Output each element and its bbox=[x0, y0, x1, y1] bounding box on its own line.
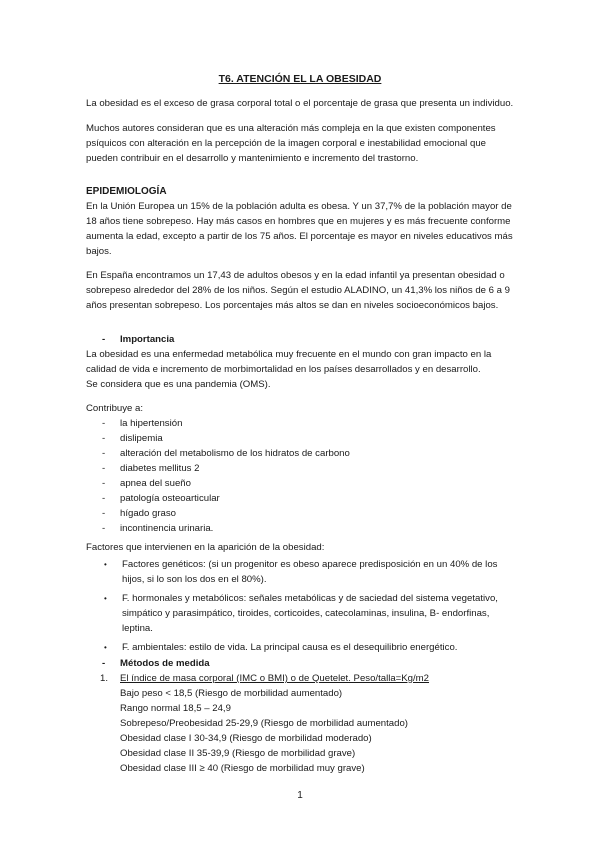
list-item bbox=[86, 491, 518, 506]
list-item bbox=[86, 521, 518, 536]
imc-range: Rango normal 18,5 – 24,9 bbox=[120, 703, 231, 714]
numbered-item bbox=[86, 671, 518, 686]
list-item bbox=[86, 416, 518, 431]
dash-marker: - bbox=[102, 433, 106, 444]
dash-marker: - bbox=[102, 418, 106, 429]
list-item-text: incontinencia urinaria. bbox=[120, 523, 214, 534]
item-number: 1. bbox=[100, 673, 109, 684]
dash-marker: - bbox=[102, 658, 106, 669]
intro-paragraph-2: Muchos autores consideran que es una alteración más compleja en la que existen componentes psíquicos con alteración en la percepción de la imagen corporal e inestabilidad emocional que pueden contribuir en el desarrollo y mantenimiento e incremento del trastorno. bbox=[86, 123, 496, 164]
importance-text-2: Se considera que es una pandemia (OMS). bbox=[86, 379, 271, 390]
list-item-text: dislipemia bbox=[120, 433, 163, 444]
bullet-marker: • bbox=[104, 594, 107, 603]
methods-heading-row bbox=[86, 656, 518, 671]
epidemiology-paragraph-2: En España encontramos un 17,43 de adultos obesos y en la edad infantil ya presentan obesidad o sobrepeso alrededor del 28% de los niños. Según el estudio ALADINO, un 41,3% los niños de 6 a 9 años presentan sobrepeso. Los porcentajes más altos se dan en niveles socioeconómicos bajos. bbox=[86, 270, 511, 311]
intro-paragraph-1: La obesidad es el exceso de grasa corporal total o el porcentaje de grasa que presenta un individuo. bbox=[86, 98, 514, 109]
importance-heading: Importancia bbox=[120, 334, 175, 345]
intro-section bbox=[86, 96, 518, 166]
imc-range: Obesidad clase II 35-39,9 (Riesgo de morbilidad grave) bbox=[120, 748, 356, 759]
importance-text: La obesidad es una enfermedad metabólica muy frecuente en el mundo con gran impacto en la calidad de vida e incremento de morbimortalidad en los países desarrollados y en desarrollo. bbox=[86, 349, 492, 375]
imc-ranges bbox=[86, 686, 518, 776]
contributes-label: Contribuye a: bbox=[86, 403, 144, 414]
imc-range: Obesidad clase III ≥ 40 (Riesgo de morbilidad muy grave) bbox=[120, 763, 365, 774]
list-item-text: patología osteoarticular bbox=[120, 493, 220, 504]
epidemiology-heading: EPIDEMIOLOGÍA bbox=[86, 186, 167, 197]
epidemiology-section bbox=[86, 184, 518, 313]
epidemiology-paragraph-1: En la Unión Europea un 15% de la población adulta es obesa. Y un 37,7% de la población mayor de 18 años tiene sobrepeso. Hay más casos en hombres que en mujeres y es más frecuente conforme aumenta la edad, excepto a partir de los 75 años. El porcentaje es mayor en niveles educativos más bajos. bbox=[86, 201, 513, 257]
list-item-text: apnea del sueño bbox=[120, 478, 191, 489]
list-item bbox=[86, 446, 518, 461]
dash-marker: - bbox=[102, 463, 106, 474]
list-item-text: alteración del metabolismo de los hidratos de carbono bbox=[120, 448, 350, 459]
list-item bbox=[86, 431, 518, 446]
dash-marker: - bbox=[102, 448, 106, 459]
list-item bbox=[86, 557, 518, 587]
methods-heading: Métodos de medida bbox=[120, 658, 210, 669]
list-item bbox=[86, 461, 518, 476]
factor-text: F. hormonales y metabólicos: señales metabólicas y de saciedad del sistema vegetativo, simpático y parasimpático, tiroides, corticoides, catecolaminas, insulina, B- endorfinas, leptina. bbox=[122, 593, 498, 634]
list-item bbox=[86, 640, 518, 655]
dash-marker: - bbox=[102, 478, 106, 489]
bullet-marker: • bbox=[104, 643, 107, 652]
importance-heading-row bbox=[86, 332, 518, 347]
factors-section bbox=[86, 540, 518, 655]
contributes-list bbox=[86, 416, 518, 536]
list-item bbox=[86, 476, 518, 491]
imc-range: Sobrepeso/Preobesidad 25-29,9 (Riesgo de morbilidad aumentado) bbox=[120, 718, 408, 729]
methods-section bbox=[86, 656, 518, 776]
imc-range: Obesidad clase I 30-34,9 (Riesgo de morbilidad moderado) bbox=[120, 733, 372, 744]
list-item-text: diabetes mellitus 2 bbox=[120, 463, 200, 474]
importance-section bbox=[86, 332, 518, 536]
page-number: 1 bbox=[297, 790, 303, 801]
imc-title: El índice de masa corporal (IMC o BMI) o de Quetelet. Peso/talla=Kg/m2 bbox=[120, 673, 430, 684]
imc-range: Bajo peso < 18,5 (Riesgo de morbilidad aumentado) bbox=[120, 688, 343, 699]
bullet-marker: • bbox=[104, 560, 107, 569]
list-item-text: hígado graso bbox=[120, 508, 177, 519]
list-item bbox=[86, 506, 518, 521]
factor-text: Factores genéticos: (si un progenitor es obeso aparece predisposición en un 40% de los hijos, si lo son los dos en el 80%). bbox=[122, 559, 498, 585]
list-item-text: la hipertensión bbox=[120, 418, 183, 429]
list-item bbox=[86, 591, 518, 636]
factor-text: F. ambientales: estilo de vida. La principal causa es el desequilibrio energético. bbox=[122, 642, 458, 653]
dash-marker: - bbox=[102, 493, 106, 504]
dash-marker: - bbox=[102, 334, 106, 345]
page-title: T6. ATENCIÓN EL LA OBESIDAD bbox=[218, 73, 382, 85]
dash-marker: - bbox=[102, 523, 106, 534]
factors-label: Factores que intervienen en la aparición de la obesidad: bbox=[86, 542, 325, 553]
dash-marker: - bbox=[102, 508, 106, 519]
